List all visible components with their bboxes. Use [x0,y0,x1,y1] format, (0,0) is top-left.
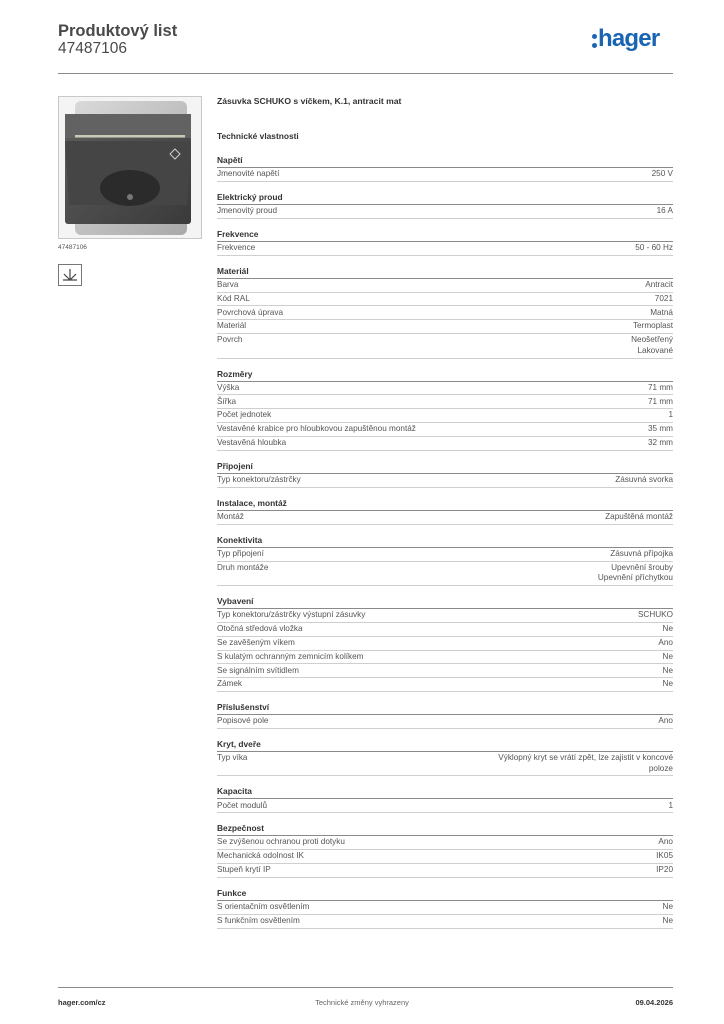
spec-label: Typ konektoru/zástrčky výstupní zásuvky [217,610,366,620]
spec-label: Zámek [217,679,243,689]
hager-logo[interactable] [592,27,676,59]
spec-row [217,850,673,864]
spec-row [217,293,673,307]
section-title: Připojení [217,461,673,474]
product-name: Zásuvka SCHUKO s víčkem, K.1, antracit mat [217,96,402,106]
spec-value: 50 - 60 Hz [635,242,673,252]
spec-label: Stupeň krytí IP [217,865,271,875]
spec-label: S orientačním osvětlením [217,902,310,912]
spec-label: Počet modulů [217,800,268,810]
spec-section [217,155,673,182]
spec-section [217,192,673,219]
spec-row [217,320,673,334]
spec-value: Ano [658,837,673,847]
spec-value: Ne [662,665,673,675]
spec-value: 71 mm [647,396,673,406]
spec-label: Otočná středová vložka [217,623,303,633]
spec-row [217,242,673,256]
spec-row [217,511,673,525]
spec-value: Ne [662,651,673,661]
spec-value: Ne [662,902,673,912]
spec-row [217,752,673,776]
spec-label: Jmenovité napětí [217,169,280,179]
section-title: Kapacita [217,786,673,799]
spec-section [217,535,673,586]
spec-value: SCHUKO [637,610,673,620]
spec-row [217,836,673,850]
spec-label: Počet jednotek [217,410,272,420]
spec-value: Zapuštěná montáž [605,511,673,521]
product-image [58,96,202,239]
spec-label: Frekvence [217,242,256,252]
spec-content [217,96,673,939]
spec-section [217,739,673,776]
spec-value: 35 mm [647,424,673,434]
spec-label: Jmenovitý proud [217,206,278,216]
spec-label: Výška [217,382,240,392]
spec-value: Výklopný kryt se vrátí zpět, lze zajistit v koncové poloze [498,753,673,773]
spec-section [217,266,673,359]
spec-value: Zásuvná přípojka [610,548,673,558]
spec-row [217,651,673,665]
spec-label: Povrchová úprava [217,307,283,317]
spec-row [217,915,673,929]
spec-value: IK05 [656,851,673,861]
spec-row [217,409,673,423]
section-title: Bezpečnost [217,823,673,836]
spec-row [217,678,673,692]
spec-label: S funkčním osvětlením [217,915,300,925]
section-title: Frekvence [217,229,673,242]
section-title: Elektrický proud [217,192,673,205]
spec-label: Vestavěné krabice pro hloubkovou zapuštěnou montáž [217,424,416,434]
spec-row [217,205,673,219]
spec-row [217,168,673,182]
section-title: Funkce [217,888,673,901]
spec-row [217,306,673,320]
spec-value: Ne [662,679,673,689]
section-title: Napětí [217,155,673,168]
spec-row [217,799,673,813]
spec-row [217,423,673,437]
spec-section [217,596,673,692]
spec-row [217,637,673,651]
spec-sections [217,155,673,929]
spec-label: Vestavěná hloubka [217,438,287,448]
spec-row [217,437,673,451]
section-title: Příslušenství [217,702,673,715]
spec-value: Antracit [645,279,673,289]
spec-section [217,498,673,525]
spec-label: Typ konektoru/zástrčky [217,475,301,485]
spec-value: Neošetřený Lakované [631,335,673,355]
spec-row [217,334,673,358]
spec-value: Termoplast [632,321,673,331]
spec-row [217,864,673,878]
spec-row [217,623,673,637]
spec-value: 16 A [656,206,673,216]
spec-row [217,664,673,678]
tech-properties-heading: Technické vlastnosti [217,131,299,141]
spec-row [217,562,673,586]
spec-value: Zásuvná svorka [615,475,673,485]
section-title: Instalace, montáž [217,498,673,511]
header-divider [58,73,673,74]
spec-value: IP20 [656,865,673,875]
spec-value: 71 mm [647,382,673,392]
spec-label: Typ víka [217,753,248,763]
section-title: Rozměry [217,369,673,382]
image-caption: 47487106 [58,244,87,251]
logo-text: hager [598,25,660,52]
product-code: 47487106 [58,40,127,57]
footer-divider [58,987,673,988]
spec-label: Druh montáže [217,562,269,572]
spec-section [217,702,673,729]
spec-value: 1 [668,410,673,420]
spec-row [217,382,673,396]
spec-value: 250 V [651,169,673,179]
spec-section [217,369,673,451]
spec-section [217,888,673,929]
section-title: Materiál [217,266,673,279]
spec-row [217,474,673,488]
spec-section [217,229,673,256]
spec-row [217,609,673,623]
spec-row [217,548,673,562]
spec-value: Ne [662,623,673,633]
footer-date: 09.04.2026 [635,998,673,1007]
page-title: Produktový list [58,22,178,40]
spec-row [217,395,673,409]
spec-section [217,461,673,488]
spec-section [217,786,673,813]
spec-label: Montáž [217,511,244,521]
spec-label: Se zavěšeným víkem [217,637,295,647]
spec-value: 32 mm [647,438,673,448]
spec-label: Typ připojení [217,548,264,558]
spec-label: Se zvýšenou ochranou proti dotyku [217,837,345,847]
spec-label: Materiál [217,321,247,331]
spec-value: Upevnění šrouby Upevnění příchytkou [597,562,673,583]
spec-value: Ano [658,637,673,647]
footer-website-link[interactable]: hager.com/cz [58,998,106,1007]
spec-label: Barva [217,279,239,289]
spec-row [217,279,673,293]
spec-label: Popisové pole [217,716,269,726]
spec-label: Mechanická odolnost IK [217,851,304,861]
spec-row [217,901,673,915]
spec-label: Se signálním svítidlem [217,665,299,675]
spec-label: Povrch [217,335,243,345]
spec-label: Šířka [217,396,237,406]
spec-value: 7021 [654,293,673,303]
spec-value: Ne [662,915,673,925]
spec-value: 1 [668,800,673,810]
spec-label: Kód RAL [217,293,250,303]
spec-section [217,823,673,878]
spec-row [217,715,673,729]
section-title: Vybavení [217,596,673,609]
section-title: Konektivita [217,535,673,548]
spec-value: Matná [650,307,673,317]
footer-disclaimer: Technické změny vyhrazeny [315,998,409,1007]
installation-symbol-icon [58,264,82,286]
spec-label: S kulatým ochranným zemnicím kolíkem [217,651,364,661]
spec-value: Ano [658,716,673,726]
section-title: Kryt, dveře [217,739,673,752]
